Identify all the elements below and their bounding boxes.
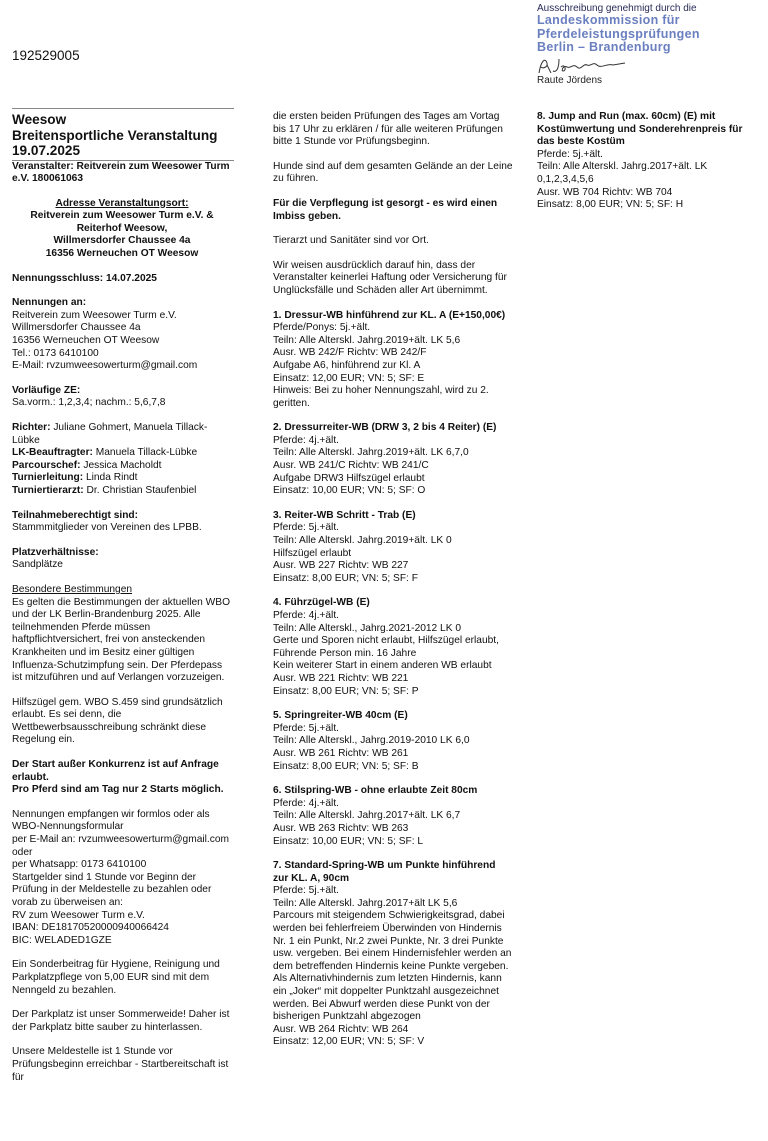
special-p7: Unsere Meldestelle ist 1 Stunde vor Prüfungsbeginn erreichbar - Startbereitschaft ist für: [12, 1046, 229, 1083]
competition-line: Einsatz: 8,00 EUR; VN: 5; SF: F: [273, 572, 418, 584]
competition-line: Pferde: 5j.+ält.: [273, 885, 339, 897]
competition-line: Ausr. WB 227 Richtv: WB 227: [273, 560, 409, 572]
competition-line: Teiln: Alle Alterskl., Jahrg.2021-2012 LK 0: [273, 622, 462, 634]
lk-name: Manuela Tillack-Lübke: [92, 447, 198, 459]
entries-heading: Nennungen an:: [12, 297, 87, 309]
official-course: [12, 460, 232, 473]
competition-title: 3. Reiter-WB Schritt - Trab (E): [273, 509, 416, 521]
competition-line: Ausr. WB 264 Richtv: WB 264: [273, 1023, 409, 1035]
competition-line: Teiln: Alle Alterskl. Jahrg.2017+ält LK 5,6: [273, 897, 458, 909]
competition-line: Ausr. WB 263 Richtv: WB 263: [273, 822, 409, 834]
competition-line: Pferde/Ponys: 5j.+ält.: [273, 322, 371, 334]
eligible-heading: Teilnahmeberechtigt sind:: [12, 509, 139, 521]
competition-line: Ausr. WB 242/F Richtv: WB 242/F: [273, 347, 427, 359]
entries-phone: Tel.: 0173 6410100: [12, 347, 99, 359]
competition-7: [273, 860, 513, 1049]
special-p5: Ein Sonderbeitrag für Hygiene, Reinigung und Parkplatzpflege von 5,00 EUR sind mit dem Nenngeld zu bezahlen.: [12, 959, 220, 996]
competition-line: Ausr. WB 221 Richtv: WB 221: [273, 672, 409, 684]
venue-line-3: 16356 Werneuchen OT Weesow: [45, 248, 199, 260]
col2-p2: Hunde sind auf dem gesamten Gelände an der Leine zu führen.: [273, 160, 513, 185]
event-date: 19.07.2025: [12, 143, 81, 158]
special-p4e: Startgelder sind 1 Stunde vor Beginn der Prüfung in der Meldestelle zu bezahlen oder vorab zu überweisen an:: [12, 871, 212, 908]
document-id: 192529005: [12, 48, 80, 63]
venue-line-2: Willmersdorfer Chaussee 4a: [53, 235, 191, 247]
col2-p1: die ersten beiden Prüfungen des Tages am Vortag bis 17 Uhr zu erklären / für alle weiteren Prüfungen bitte 1 Stunde vor Prüfungsbeginn.: [273, 111, 503, 148]
lk-label: LK-Beauftragter:: [12, 447, 93, 459]
special-p2: Hilfszügel gem. WBO S.459 sind grundsätzlich erlaubt. Es sei denn, die Wettbewerbsausschreibung schränkt diese Regelung ein.: [12, 696, 223, 746]
competition-line: Gerte und Sporen nicht erlaubt, Hilfszügel erlaubt,: [273, 635, 499, 647]
competition-line: Pferde: 5j.+ält.: [273, 722, 339, 734]
column-middle: [273, 111, 513, 1061]
special-p4b: per E-Mail an: rvzumweesowerturm@gmail.com: [12, 834, 229, 846]
course-name: Jessica Macholdt: [80, 459, 162, 471]
stamp-signer: Raute Jördens: [537, 74, 603, 86]
competition-line: Einsatz: 10,00 EUR; VN: 5; SF: L: [273, 835, 424, 847]
vet-label: Turniertierarzt:: [12, 484, 84, 496]
competition-1: [273, 310, 513, 411]
competition-line: Hilfszügel erlaubt: [273, 547, 352, 559]
stamp-line-1: Ausschreibung genehmigt durch die: [537, 3, 697, 14]
entry-deadline: Nennungsschluss: 14.07.2025: [12, 272, 157, 284]
competition-line: Einsatz: 8,00 EUR; VN: 5; SF: H: [537, 199, 684, 211]
venue-heading: Adresse Veranstaltungsort:: [55, 197, 189, 209]
competition-list-right: [537, 111, 759, 224]
signature-icon: [537, 55, 637, 77]
vet-name: Dr. Christian Staufenbiel: [83, 484, 197, 496]
special-p1: Es gelten die Bestimmungen der aktuellen WBO und der LK Berlin-Brandenburg 2025. Alle teilnehmenden Pferde müssen haftpflichtversichert, frei von ansteckenden Krankheiten und im Besitz einer gültigen Influenza-Schutzimpfung sein. Der Pferdepass ist mitzuführen und auf Verlangen vorzuzeigen.: [12, 596, 231, 684]
entries-email: E-Mail: rvzumweesowerturm@gmail.com: [12, 360, 198, 372]
event-title: Breitensportliche Veranstaltung: [12, 127, 218, 143]
competition-line: Pferde: 5j.+ält.: [273, 522, 339, 534]
special-heading: Besondere Bestimmungen: [12, 583, 133, 595]
competition-line: Einsatz: 12,00 EUR; VN: 5; SF: V: [273, 1036, 425, 1048]
competition-5: [273, 710, 513, 773]
competition-title: 6. Stilspring-WB - ohne erlaubte Zeit 80cm: [273, 785, 478, 797]
eligible-text: Stammmitglieder von Vereinen des LPBB.: [12, 522, 202, 534]
signature: [537, 55, 737, 75]
schedule-text: Sa.vorm.: 1,2,3,4; nachm.: 5,6,7,8: [12, 397, 166, 409]
competition-line: Parcours mit steigendem Schwierigkeitsgrad, dabei werden bei fehlerfreiem Überwinden von Hindernis Nr. 1 ein Punkt, Nr.2 zwei Punkte, Nr. 3 drei Punkte usw. vergeben. Bei einem Hindernisfehler werden an dem betreffenden Hindernis keine Punkte vergeben. Als Alternativhindernis zum letzten Hindernis, kann ein „Joker“ mit doppelter Punktzahl ausgezeichnet werden. Bei Abwurf werden diese Punkt von der bisherigen Punktzahl abgezogen: [273, 910, 512, 1023]
special-p4: Nennungen empfangen wir formlos oder als WBO-Nennungsformular: [12, 808, 210, 833]
stamp-line-2: Landeskommission für: [537, 13, 680, 27]
entries-line-3: 16356 Werneuchen OT Weesow: [12, 335, 160, 347]
entries-line-2: Willmersdorfer Chaussee 4a: [12, 322, 141, 334]
course-label: Parcourschef:: [12, 459, 81, 471]
special-p4d: per Whatsapp: 0173 6410100: [12, 859, 147, 871]
column-left: [12, 108, 232, 1084]
competition-3: [273, 510, 513, 586]
ground-heading: Platzverhältnisse:: [12, 546, 99, 558]
competition-line: Einsatz: 10,00 EUR; VN: 5; SF: O: [273, 485, 426, 497]
competition-title: 7. Standard-Spring-WB um Punkte hinführend zur KL. A, 90cm: [273, 860, 496, 884]
competition-title: 1. Dressur-WB hinführend zur KL. A (E+150,00€): [273, 309, 506, 321]
event-place: Weesow: [12, 112, 67, 127]
competition-line: Teiln: Alle Alterskl. Jahrg.2019+ält. LK 5,6: [273, 334, 461, 346]
competition-line: Einsatz: 8,00 EUR; VN: 5; SF: B: [273, 760, 419, 772]
official-lead: [12, 472, 232, 485]
competition-list: [273, 310, 513, 1061]
competition-line: Einsatz: 12,00 EUR; VN: 5; SF: E: [273, 372, 425, 384]
competition-line: Pferde: 4j.+ält.: [273, 434, 339, 446]
competition-8: [537, 111, 759, 212]
competition-line: Teiln: Alle Alterskl. Jahrg.2019+ält. LK 6,7,0: [273, 447, 469, 459]
competition-line: Kein weiterer Start in einem anderen WB erlaubt: [273, 660, 492, 672]
special-p4f: RV zum Weesower Turm e.V.: [12, 909, 145, 921]
competition-line: Ausr. WB 261 Richtv: WB 261: [273, 747, 409, 759]
col2-p3: Für die Verpflegung ist gesorgt - es wird einen Imbiss geben.: [273, 197, 498, 222]
special-p3b: Pro Pferd sind am Tag nur 2 Starts möglich.: [12, 784, 224, 796]
competition-line: Hinweis: Bei zu hoher Nennungszahl, wird zu 2. geritten.: [273, 385, 489, 409]
competition-line: Ausr. WB 241/C Richtv: WB 241/C: [273, 460, 429, 472]
judge-label: Richter:: [12, 422, 51, 433]
competition-title: 8. Jump and Run (max. 60cm) (E) mit Kostümwertung und Sonderehrenpreis für das beste Kostüm: [537, 111, 743, 148]
competition-line: Aufgabe DRW3 Hilfszügel erlaubt: [273, 472, 425, 484]
competition-line: Pferde: 5j.+ält.: [537, 148, 603, 160]
column-right: [537, 111, 759, 224]
stamp-line-3: Pferdeleistungsprüfungen: [537, 26, 700, 41]
entries-line-1: Reitverein zum Weesower Turm e.V.: [12, 309, 177, 321]
lead-label: Turnierleitung:: [12, 472, 84, 484]
col2-p4: Tierarzt und Sanitäter sind vor Ort.: [273, 235, 429, 247]
competition-line: Teiln: Alle Alterskl., Jahrg.2019-2010 LK 6,0: [273, 735, 470, 747]
col2-p5: Wir weisen ausdrücklich darauf hin, dass der Veranstalter keinerlei Haftung oder Versicherung für Unglücksfälle und Schäden aller Art übernimmt.: [273, 259, 507, 296]
judge-names: Juliane Gohmert, Manuela Tillack-Lübke: [12, 422, 208, 446]
competition-6: [273, 785, 513, 848]
competition-line: Pferde: 4j.+ält.: [273, 797, 339, 809]
stamp-line-4: Berlin – Brandenburg: [537, 40, 671, 54]
venue-line-1: Reitverein zum Weesower Turm e.V. & Reiterhof Weesow,: [30, 210, 214, 234]
competition-4: [273, 597, 513, 698]
ground-text: Sandplätze: [12, 559, 63, 571]
special-p6: Der Parkplatz ist unser Sommerweide! Daher ist der Parkplatz bitte sauber zu hinterlassen.: [12, 1009, 230, 1033]
official-judge: [12, 422, 232, 447]
competition-title: 4. Führzügel-WB (E): [273, 597, 370, 609]
organizer: Veranstalter: Reitverein zum Weesower Turm e.V. 180061063: [12, 160, 230, 185]
special-p3a: Der Start außer Konkurrenz ist auf Anfrage erlaubt.: [12, 759, 219, 783]
special-iban: IBAN: DE18170520000940066424: [12, 922, 169, 934]
official-vet: [12, 485, 232, 498]
approval-stamp: [537, 3, 737, 86]
competition-line: Aufgabe A6, hinführend zur Kl. A: [273, 359, 421, 371]
schedule-heading: Vorläufige ZE:: [12, 384, 81, 396]
top-rule: [12, 108, 234, 109]
competition-line: Ausr. WB 704 Richtv: WB 704: [537, 186, 673, 198]
competition-line: Führende Person min. 16 Jahre: [273, 647, 417, 659]
competition-line: Pferde: 4j.+ält.: [273, 610, 339, 621]
special-p4c: oder: [12, 846, 33, 858]
competition-2: [273, 422, 513, 498]
special-bic: BIC: WELADED1GZE: [12, 934, 112, 946]
competition-title: 2. Dressurreiter-WB (DRW 3, 2 bis 4 Reiter) (E): [273, 422, 497, 434]
competition-line: Teiln: Alle Alterskl. Jahrg.2017+ält. LK 0,1,2,3,4,5,6: [537, 161, 708, 185]
official-lk: [12, 447, 232, 460]
lead-name: Linda Rindt: [83, 472, 138, 484]
competition-line: Einsatz: 8,00 EUR; VN: 5; SF: P: [273, 685, 419, 697]
competition-line: Teiln: Alle Alterskl. Jahrg.2017+ält. LK 6,7: [273, 810, 461, 822]
competition-line: Teiln: Alle Alterskl. Jahrg.2019+ält. LK 0: [273, 535, 452, 547]
competition-title: 5. Springreiter-WB 40cm (E): [273, 710, 408, 722]
